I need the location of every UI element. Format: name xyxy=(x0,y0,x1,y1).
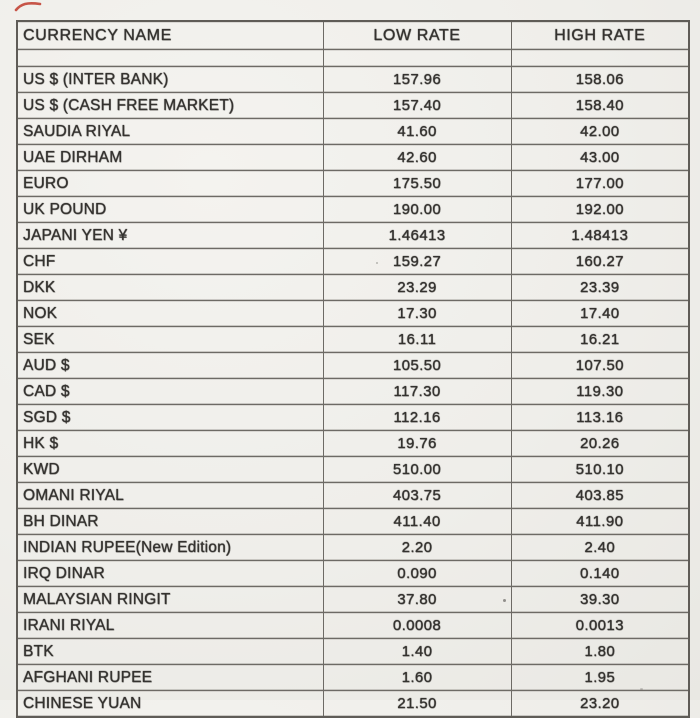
currency-name-cell: KWD xyxy=(17,457,323,483)
table-row xyxy=(17,639,689,665)
table-row xyxy=(17,587,689,613)
low-rate-cell: 117.30 xyxy=(323,379,511,405)
currency-name-cell: MALAYSIAN RINGIT xyxy=(17,587,323,613)
low-rate-cell: 21.50 xyxy=(323,691,511,718)
high-rate-cell: 20.26 xyxy=(511,431,689,457)
scan-speck xyxy=(503,599,506,602)
table-row xyxy=(17,249,689,275)
currency-rates-table xyxy=(16,20,690,718)
low-rate-cell: 105.50 xyxy=(323,353,511,379)
red-pen-mark-icon xyxy=(14,0,44,14)
currency-name-cell: BH DINAR xyxy=(17,509,323,535)
currency-name-cell: IRQ DINAR xyxy=(17,561,323,587)
table-row xyxy=(17,561,689,587)
spacer-cell xyxy=(17,50,323,67)
low-rate-cell: 17.30 xyxy=(323,301,511,327)
low-rate-cell: 157.96 xyxy=(323,67,511,93)
high-rate-cell: 403.85 xyxy=(511,483,689,509)
spacer-row xyxy=(17,50,689,67)
high-rate-cell: 177.00 xyxy=(511,171,689,197)
low-rate-cell: 0.090 xyxy=(323,561,511,587)
high-rate-cell: 160.27 xyxy=(511,249,689,275)
table-row xyxy=(17,353,689,379)
currency-name-cell: DKK xyxy=(17,275,323,301)
currency-name-cell: AUD $ xyxy=(17,353,323,379)
high-rate-cell: 0.140 xyxy=(511,561,689,587)
currency-name-cell: HK $ xyxy=(17,431,323,457)
currency-name-cell: EURO xyxy=(17,171,323,197)
currency-name-cell: IRANI RIYAL xyxy=(17,613,323,639)
high-rate-cell: 107.50 xyxy=(511,353,689,379)
high-rate-cell: 42.00 xyxy=(511,119,689,145)
currency-name-cell: AFGHANI RUPEE xyxy=(17,665,323,691)
currency-name-cell: CHINESE YUAN xyxy=(17,691,323,718)
currency-name-cell: OMANI RIYAL xyxy=(17,483,323,509)
currency-name-cell: UK POUND xyxy=(17,197,323,223)
low-rate-cell: 16.11 xyxy=(323,327,511,353)
spacer-cell xyxy=(511,50,689,67)
table-row xyxy=(17,223,689,249)
table-row xyxy=(17,379,689,405)
currency-name-cell: SEK xyxy=(17,327,323,353)
low-rate-cell: 411.40 xyxy=(323,509,511,535)
table-row xyxy=(17,327,689,353)
table-row xyxy=(17,119,689,145)
column-header-currency-name: CURRENCY NAME xyxy=(17,21,323,50)
high-rate-cell: 17.40 xyxy=(511,301,689,327)
table-row xyxy=(17,535,689,561)
low-rate-cell: 2.20 xyxy=(323,535,511,561)
column-header-high-rate: HIGH RATE xyxy=(511,21,689,50)
high-rate-cell: 0.0013 xyxy=(511,613,689,639)
table-row xyxy=(17,457,689,483)
table-row xyxy=(17,145,689,171)
high-rate-cell: 192.00 xyxy=(511,197,689,223)
high-rate-cell: 39.30 xyxy=(511,587,689,613)
table-row xyxy=(17,665,689,691)
low-rate-cell: 175.50 xyxy=(323,171,511,197)
low-rate-cell: 403.75 xyxy=(323,483,511,509)
table-row xyxy=(17,197,689,223)
high-rate-cell: 43.00 xyxy=(511,145,689,171)
high-rate-cell: 16.21 xyxy=(511,327,689,353)
high-rate-cell: 1.80 xyxy=(511,639,689,665)
low-rate-cell: 159.27 xyxy=(323,249,511,275)
low-rate-cell: 19.76 xyxy=(323,431,511,457)
high-rate-cell: 158.06 xyxy=(511,67,689,93)
table-row xyxy=(17,93,689,119)
currency-name-cell: UAE DIRHAM xyxy=(17,145,323,171)
currency-name-cell: INDIAN RUPEE(New Edition) xyxy=(17,535,323,561)
high-rate-cell: 23.20 xyxy=(511,691,689,718)
table-header-row xyxy=(17,21,689,50)
table-row xyxy=(17,613,689,639)
currency-name-cell: NOK xyxy=(17,301,323,327)
table-row xyxy=(17,509,689,535)
low-rate-cell: 1.60 xyxy=(323,665,511,691)
low-rate-cell: 42.60 xyxy=(323,145,511,171)
currency-name-cell: JAPANI YEN ¥ xyxy=(17,223,323,249)
high-rate-cell: 510.10 xyxy=(511,457,689,483)
low-rate-cell: 510.00 xyxy=(323,457,511,483)
currency-name-cell: CHF xyxy=(17,249,323,275)
high-rate-cell: 1.48413 xyxy=(511,223,689,249)
table-row xyxy=(17,483,689,509)
low-rate-cell: 1.40 xyxy=(323,639,511,665)
currency-name-cell: US $ (INTER BANK) xyxy=(17,67,323,93)
high-rate-cell: 2.40 xyxy=(511,535,689,561)
high-rate-cell: 1.95 xyxy=(511,665,689,691)
high-rate-cell: 119.30 xyxy=(511,379,689,405)
low-rate-cell: 37.80 xyxy=(323,587,511,613)
low-rate-cell: 1.46413 xyxy=(323,223,511,249)
table-row xyxy=(17,431,689,457)
currency-name-cell: SGD $ xyxy=(17,405,323,431)
table-row xyxy=(17,275,689,301)
high-rate-cell: 23.39 xyxy=(511,275,689,301)
high-rate-cell: 158.40 xyxy=(511,93,689,119)
table-row xyxy=(17,301,689,327)
low-rate-cell: 190.00 xyxy=(323,197,511,223)
currency-name-cell: CAD $ xyxy=(17,379,323,405)
high-rate-cell: 411.90 xyxy=(511,509,689,535)
low-rate-cell: 157.40 xyxy=(323,93,511,119)
table-row xyxy=(17,67,689,93)
column-header-low-rate: LOW RATE xyxy=(323,21,511,50)
low-rate-cell: 41.60 xyxy=(323,119,511,145)
table-row xyxy=(17,691,689,718)
scan-speck xyxy=(376,262,378,264)
scan-speck xyxy=(640,688,643,690)
table-row xyxy=(17,171,689,197)
table-row xyxy=(17,405,689,431)
spacer-cell xyxy=(323,50,511,67)
currency-name-cell: SAUDIA RIYAL xyxy=(17,119,323,145)
currency-name-cell: BTK xyxy=(17,639,323,665)
high-rate-cell: 113.16 xyxy=(511,405,689,431)
red-pen-stroke xyxy=(14,0,44,14)
table-body xyxy=(17,67,689,718)
low-rate-cell: 0.0008 xyxy=(323,613,511,639)
low-rate-cell: 23.29 xyxy=(323,275,511,301)
low-rate-cell: 112.16 xyxy=(323,405,511,431)
currency-name-cell: US $ (CASH FREE MARKET) xyxy=(17,93,323,119)
